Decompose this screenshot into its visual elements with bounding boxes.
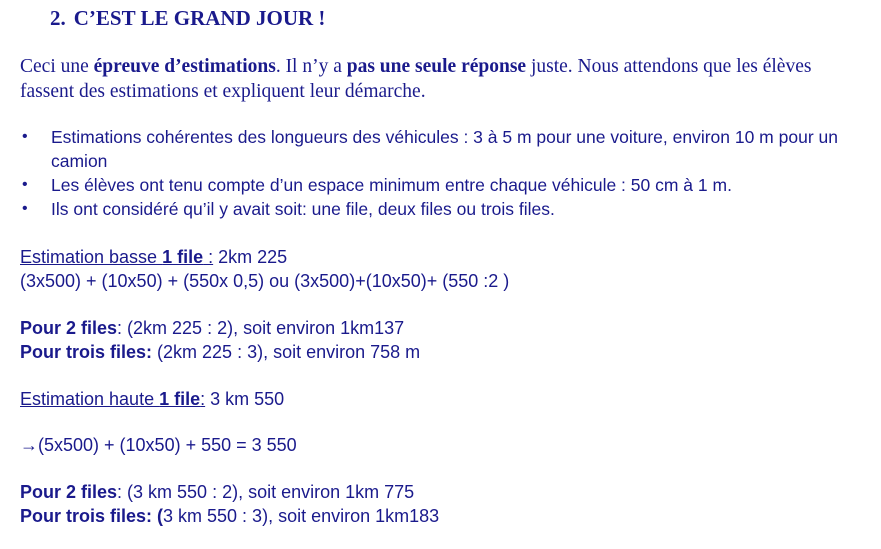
high-estimate-label bbox=[20, 389, 205, 409]
list-item-text: Estimations cohérentes des longueurs des véhicules : 3 à 5 m pour une voiture, environ 10 m pour un camion bbox=[51, 127, 838, 171]
high-label-bold: 1 file bbox=[159, 389, 201, 409]
low-two-files bbox=[20, 316, 404, 340]
low-three-files bbox=[20, 340, 420, 364]
arrow-right-icon: → bbox=[20, 435, 38, 455]
criteria-list bbox=[20, 125, 870, 221]
low-label-text: Estimation basse bbox=[20, 247, 163, 267]
list-item bbox=[20, 173, 870, 197]
high-two-files-label: Pour 2 files bbox=[20, 482, 118, 502]
high-three-files-label: Pour trois files: ( bbox=[20, 506, 164, 526]
low-estimate-value: 2km 225 bbox=[213, 247, 288, 267]
list-item bbox=[20, 197, 870, 221]
low-label-bold: 1 file bbox=[162, 247, 204, 267]
intro-text-3: juste. Nous attendons que les élèves fassent des estimations et expliquent leur démarche. bbox=[20, 56, 812, 102]
section-number: 2. bbox=[50, 6, 66, 30]
high-two-files-value: : (3 km 550 : 2), soit environ 1km 775 bbox=[117, 482, 415, 502]
intro-paragraph bbox=[20, 54, 870, 104]
list-item-text: Ils ont considéré qu’il y avait soit: une file, deux files ou trois files. bbox=[51, 199, 555, 219]
list-item-text: Les élèves ont tenu compte d’un espace minimum entre chaque véhicule : 50 cm à 1 m. bbox=[51, 175, 732, 195]
high-estimate-heading bbox=[20, 387, 284, 411]
intro-bold-1: épreuve d’estimations bbox=[93, 56, 276, 77]
high-two-files bbox=[20, 480, 414, 504]
low-three-files-value: (2km 225 : 3), soit environ 758 m bbox=[152, 342, 421, 362]
intro-text-1: Ceci une bbox=[20, 56, 94, 77]
low-estimate-formula: (3x500) + (10x50) + (550x 0,5) ou (3x500)+(10x50)+ (550 :2 ) bbox=[20, 271, 510, 291]
low-label-sep: : bbox=[203, 247, 214, 267]
low-estimate-heading bbox=[20, 245, 287, 269]
section-title bbox=[50, 6, 325, 31]
section-title-text: C’EST LE GRAND JOUR ! bbox=[73, 6, 326, 30]
low-estimate-label bbox=[20, 247, 213, 267]
intro-bold-2: pas une seule réponse bbox=[346, 56, 527, 77]
bullet-icon: • bbox=[22, 176, 28, 193]
low-two-files-value: : (2km 225 : 2), soit environ 1km137 bbox=[117, 318, 405, 338]
bullet-icon: • bbox=[22, 200, 28, 217]
high-estimate-value: 3 km 550 bbox=[205, 389, 285, 409]
high-estimate-formula-line bbox=[20, 433, 297, 457]
intro-text-2: . Il n’y a bbox=[275, 56, 347, 77]
high-label-text: Estimation haute bbox=[20, 389, 160, 409]
low-two-files-label: Pour 2 files bbox=[20, 318, 118, 338]
high-estimate-formula: (5x500) + (10x50) + 550 = 3 550 bbox=[38, 435, 297, 455]
high-three-files bbox=[20, 504, 439, 528]
list-item bbox=[20, 125, 870, 173]
low-three-files-label: Pour trois files: bbox=[20, 342, 153, 362]
high-three-files-value: 3 km 550 : 3), soit environ 1km183 bbox=[163, 506, 440, 526]
bullet-icon: • bbox=[22, 128, 28, 145]
high-label-sep: : bbox=[200, 389, 206, 409]
